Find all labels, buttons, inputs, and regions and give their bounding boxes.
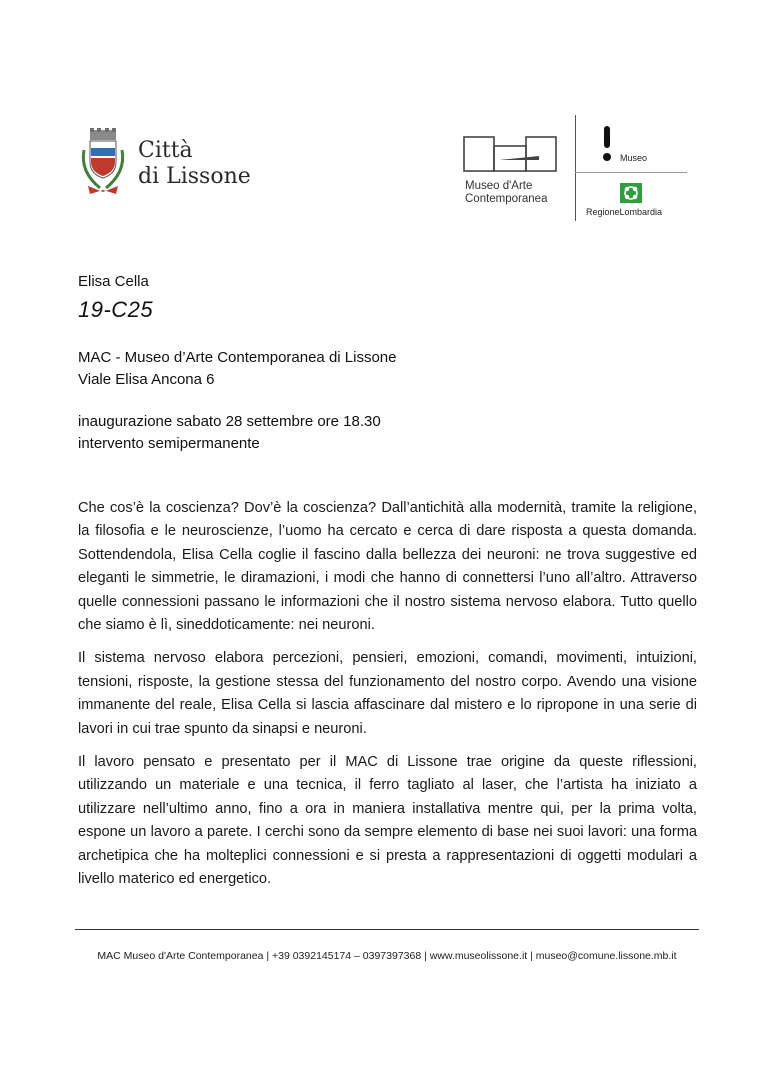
lombardia-rose-icon bbox=[620, 183, 642, 203]
venue-block bbox=[78, 347, 397, 391]
regione-lombardia-label: RegioneLombardia bbox=[586, 207, 663, 217]
footer-contacts: MAC Museo d'Arte Contemporanea | +39 0392145174 – 0397397368 | www.museolissone.it | museo@comune.lissone.mb.it bbox=[97, 950, 677, 962]
venue-name: MAC - Museo d’Arte Contemporanea di Lissone bbox=[78, 349, 397, 366]
opening-block bbox=[78, 411, 381, 455]
mac-logo-mark-icon bbox=[463, 136, 558, 178]
lissone-line1: Città bbox=[138, 138, 193, 163]
mac-line2: Contemporanea bbox=[465, 193, 548, 205]
body-paragraph-1: Che cos’è la coscienza? Dov’è la coscienza? Dall’antichità alla modernità, tramite la religione, la filosofia e le neuroscienze, l’uomo ha cercato e cerca di dare risposta a questa domanda. Sottendendola, Elisa Cella coglie il fascino dalla bellezza dei neuroni: ne trova suggestive ed eleganti le simmetrie, le diramazioni, i modi che hanno di connettersi l’uno all’altro. Attraverso quelle connessioni passano le informazioni che il nostro sistema nervoso elabora. Tutto quello che siamo è lì, sineddoticamente: nei neuroni. bbox=[78, 500, 697, 634]
intervention-type: intervento semipermanente bbox=[78, 435, 260, 452]
work-title: 19-C25 bbox=[78, 297, 154, 322]
press-release-body bbox=[78, 497, 697, 902]
museo-label: Museo bbox=[620, 153, 648, 163]
lissone-crest-icon bbox=[78, 128, 128, 196]
venue-address: Viale Elisa Ancona 6 bbox=[78, 371, 215, 388]
museo-exclamation-icon bbox=[600, 126, 614, 164]
museo-logo bbox=[600, 126, 680, 166]
mac-wordmark bbox=[465, 180, 547, 206]
mac-logo bbox=[463, 136, 563, 206]
lissone-logo bbox=[78, 128, 258, 198]
mac-line1: Museo d'Arte bbox=[465, 180, 533, 192]
author-name: Elisa Cella bbox=[78, 273, 149, 290]
header-divider-vertical bbox=[575, 115, 576, 221]
body-paragraph-2: Il sistema nervoso elabora percezioni, pensieri, emozioni, comandi, movimenti, intuizioni, tensioni, risposte, la gestione stessa del funzionamento del nostro corpo. Avendo una visione immanente del reale, Elisa Cella si lascia affascinare dal mistero e lo ripropone in una serie di lavori in cui trae spunto da sinapsi e neuroni. bbox=[78, 650, 697, 737]
footer-divider bbox=[75, 929, 699, 930]
body-paragraph-3: Il lavoro pensato e presentato per il MAC di Lissone trae origine da queste riflessioni, utilizzando un materiale e una tecnica, il ferro tagliato al laser, che l’artista ha iniziato a utilizzare nell’ultimo anno, fino a ora in maniera installativa mentre qui, per la prima volta, espone un lavoro a parete. I cerchi sono da sempre elemento di base nei suoi lavori: una forma archetipica che ha molteplici connessioni e si presta a rappresentazioni di oggetti modulari a livello materico ed energetico. bbox=[78, 754, 697, 888]
regione-lombardia-logo bbox=[586, 183, 686, 219]
lissone-line2: di Lissone bbox=[138, 164, 251, 189]
lissone-wordmark bbox=[138, 138, 251, 190]
header-divider-horizontal bbox=[575, 172, 687, 173]
opening-date: inaugurazione sabato 28 settembre ore 18.30 bbox=[78, 413, 381, 430]
